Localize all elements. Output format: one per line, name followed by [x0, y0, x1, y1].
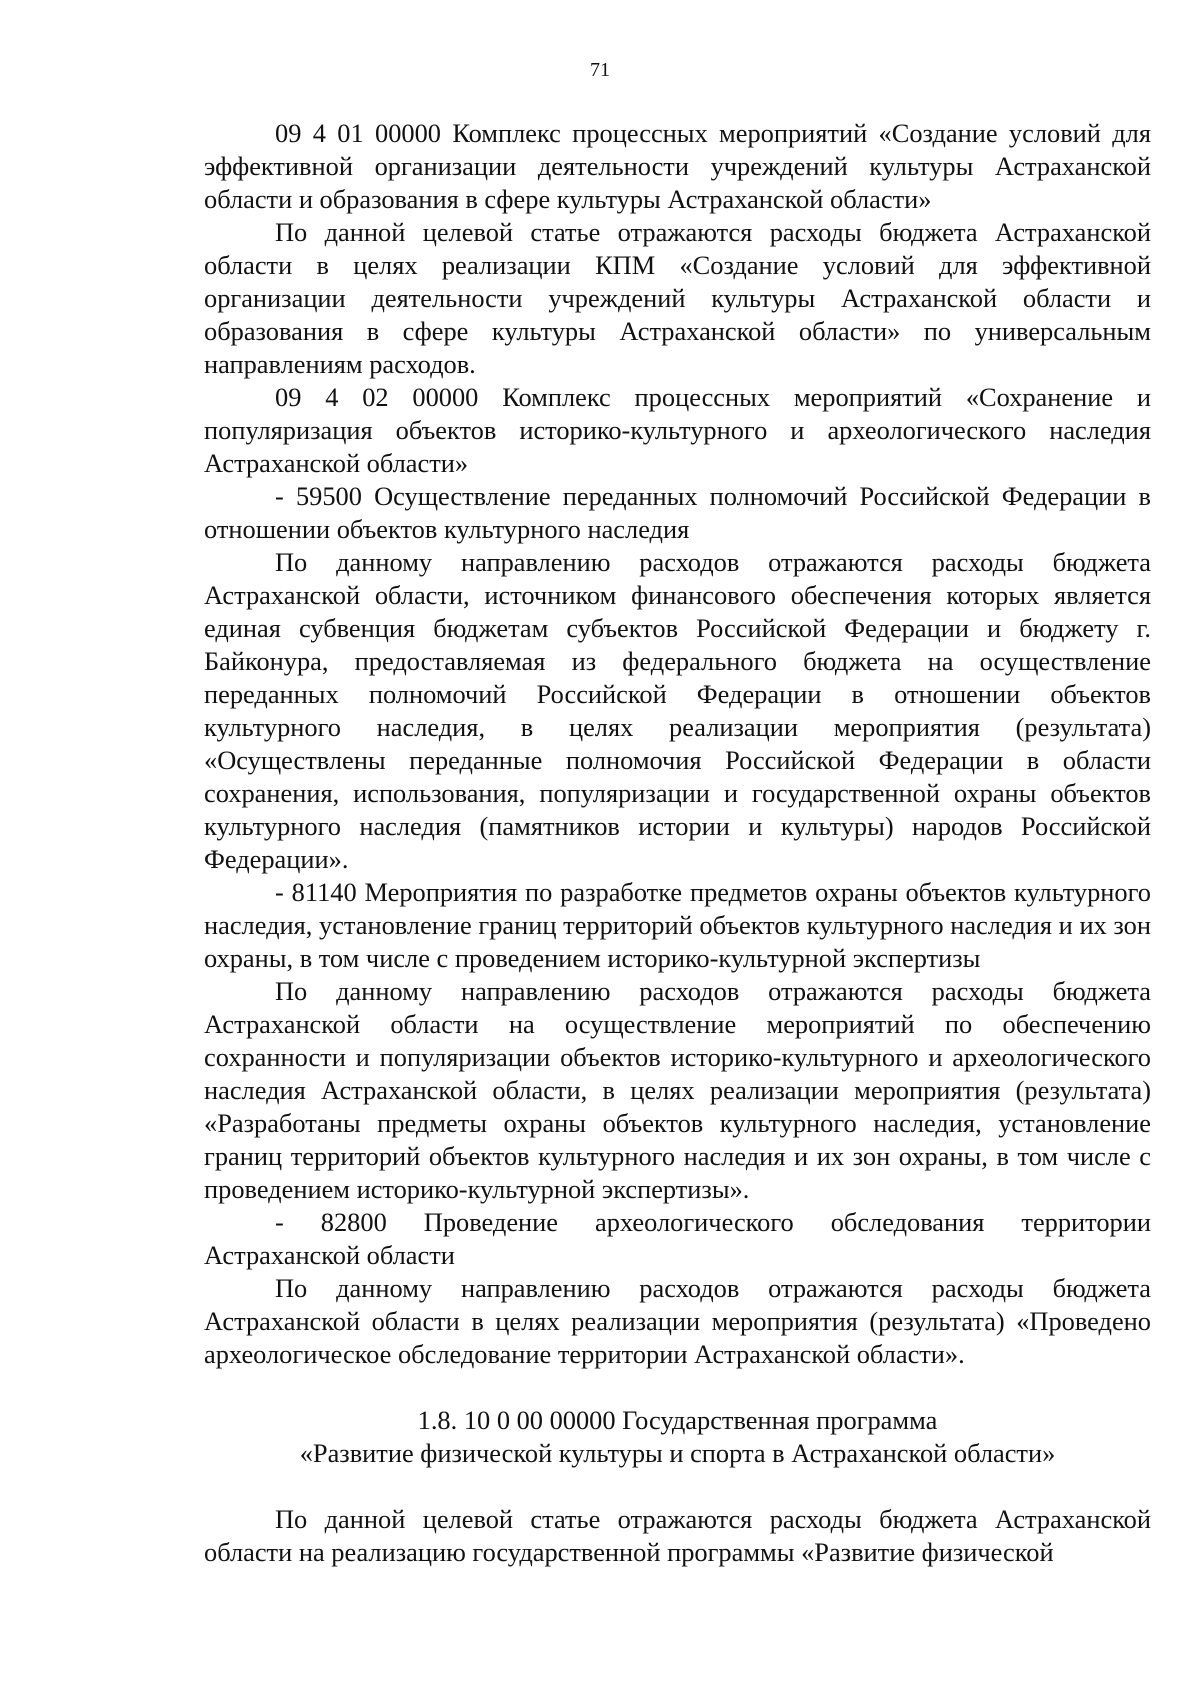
program-description: По данной целевой статье отражаются расходы бюджета Астраханской области на реализацию государственной программы «Развитие физической: [204, 1504, 1151, 1567]
kpm-09-4-01-description: По данной целевой статье отражаются расходы бюджета Астраханской области в целях реализации КПМ «Создание условий для эффективной организации деятельности учреждений культуры Астраханской области и образования в сфере культуры Астраханской области» по универсальным направлениям расходов.: [204, 217, 1151, 379]
direction-59500-description: По данному направлению расходов отражаются расходы бюджета Астраханской области, источником финансового обеспечения которых является единая субвенция бюджетам субъектов Российской Федерации и бюджету г. Байконура, предоставляемая из федерального бюджета на осуществление переданных полномочий Российской Федерации в отношении объектов культурного наследия, в целях реализации мероприятия (результата) «Осуществлены переданные полномочия Российской Федерации в области сохранения, использования, популяризации и государственной охраны объектов культурного наследия (памятников истории и культуры) народов Российской Федерации».: [204, 547, 1151, 874]
kpm-09-4-02-title: 09 4 02 00000 Комплекс процессных мероприятий «Сохранение и популяризация объектов историко-культурного и археологического наследия Астраханской области»: [204, 382, 1151, 478]
section-heading: [204, 1404, 1151, 1470]
direction-81140-description: По данному направлению расходов отражаются расходы бюджета Астраханской области на осуществление мероприятий по обеспечению сохранности и популяризации объектов историко-культурного и археологического наследия Астраханской области, в целях реализации мероприятия (результата) «Разработаны предметы охраны объектов культурного наследия, установление границ территорий объектов культурного наследия и их зон охраны, в том числе с проведением историко-культурной экспертизы».: [204, 976, 1151, 1204]
direction-59500-title: - 59500 Осуществление переданных полномочий Российской Федерации в отношении объектов культурного наследия: [204, 481, 1151, 544]
document-body: [204, 117, 1151, 1569]
kpm-09-4-01-title: 09 4 01 00000 Комплекс процессных мероприятий «Создание условий для эффективной организации деятельности учреждений культуры Астраханской области и образования в сфере культуры Астраханской области»: [204, 118, 1151, 214]
direction-82800-description: По данному направлению расходов отражаются расходы бюджета Астраханской области в целях реализации мероприятия (результата) «Проведено археологическое обследование территории Астраханской области».: [204, 1273, 1151, 1369]
page-number: 71: [590, 59, 610, 81]
direction-82800-title: - 82800 Проведение археологического обследования территории Астраханской области: [204, 1207, 1151, 1270]
direction-81140-title: - 81140 Мероприятия по разработке предметов охраны объектов культурного наследия, установление границ территорий объектов культурного наследия и их зон охраны, в том числе с проведением историко-культурной экспертизы: [204, 877, 1151, 973]
section-heading-line-2: «Развитие физической культуры и спорта в Астраханской области»: [299, 1438, 1056, 1468]
section-heading-line-1: 1.8. 10 0 00 00000 Государственная программа: [417, 1405, 938, 1435]
